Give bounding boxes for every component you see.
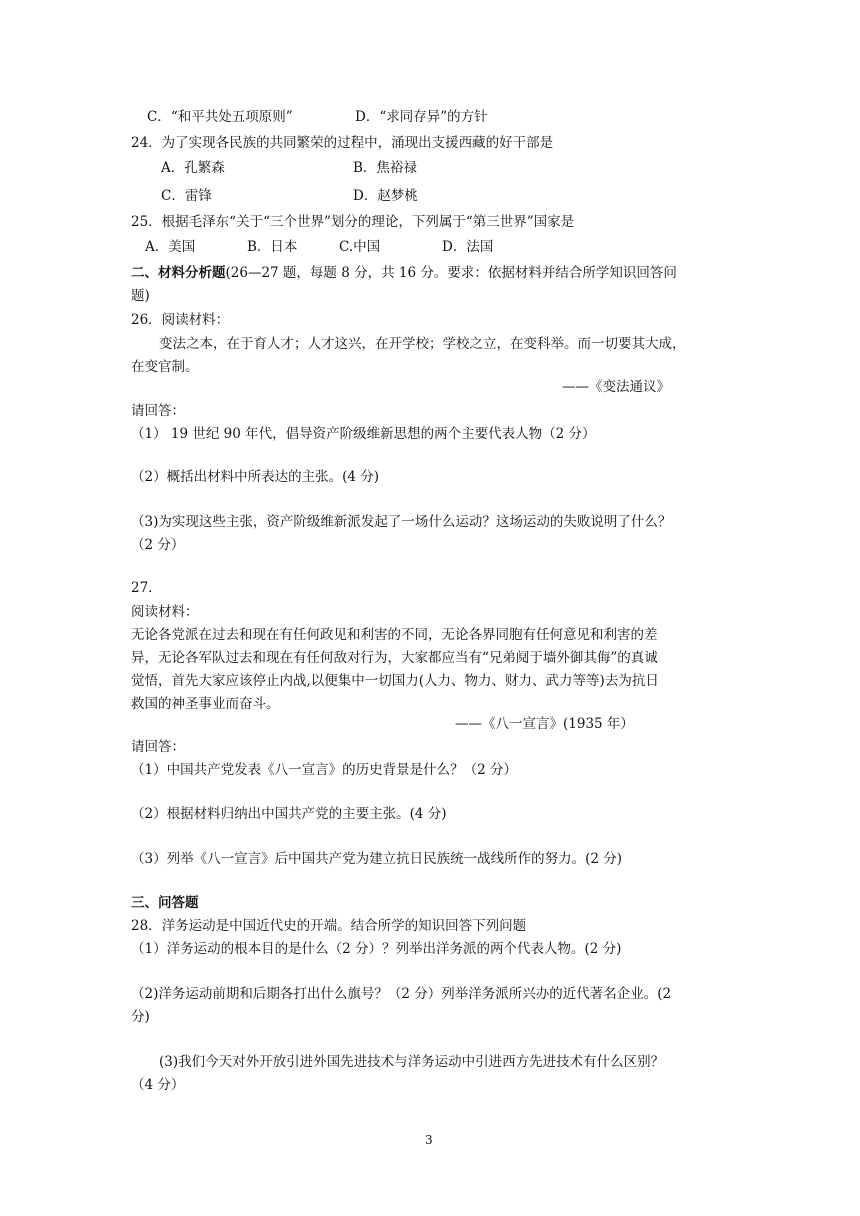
q27-sub-question-1: （1）中国共产党发表《八一宣言》的历史背景是什么？（2 分） [131,762,517,778]
q26-sub-question-3-cont: （2 分） [131,537,185,553]
q28-sub-question-2: （2)洋务运动前期和后期各打出什么旗号？（2 分）列举洋务派所兴办的近代著名企业。(2 [131,986,672,1002]
q26-material-line-2: 在变官制。 [131,359,199,375]
q24-stem: 24．为了实现各民族的共同繁荣的过程中，涌现出支援西藏的好干部是 [131,135,554,151]
q23-option-c: C．“和平共处五项原则” [147,109,293,125]
q27-material-line-3: 觉悟，首先大家应该停止内战,以便集中一切国力(人力、物力、财力、武力等等)去为抗日 [131,673,659,689]
q25-option-row [145,237,493,257]
q24-option-b: B．焦裕禄 [353,160,417,176]
q28-stem: 28．洋务运动是中国近代史的开端。结合所学的知识回答下列问题 [131,918,527,934]
q24-option-c: C．雷锋 [161,188,212,204]
q27-material-line-1: 无论各党派在过去和现在有任何政见和利害的不同，无论各界同胞有任何意见和利害的差 [131,627,658,643]
q25-option-b: B．日本 [247,239,298,255]
section2-heading-line [131,263,677,283]
q25-option-d: D．法国 [442,239,494,255]
q26-sub-question-3: （3)为实现这些主张，资产阶级维新派发起了一场什么运动？这场运动的失败说明了什么？ [131,514,672,530]
q28-sub-question-1: （1）洋务运动的根本目的是什么（2 分）？列举出洋务派的两个代表人物。(2 分) [131,941,622,957]
q25-stem: 25．根据毛泽东“关于“三个世界”划分的理论，下列属于“第三世界”国家是 [131,214,575,230]
q27-material-line-4: 救国的神圣事业而奋斗。 [131,696,280,712]
q27-label: 阅读材料： [131,604,199,620]
page-number: 3 [425,1133,433,1147]
q24-option-row-1 [161,158,417,178]
q28-sub-question-3: (3)我们今天对外开放引进外国先进技术与洋务运动中引进西方先进技术有什么区别？ [159,1054,665,1070]
q26-label: 26．阅读材料： [131,312,230,328]
q26-sub-question-1: （1） 19 世纪 90 年代，倡导资产阶级维新思想的两个主要代表人物（2 分） [131,426,596,442]
q27-number: 27. [131,580,153,596]
q28-sub-question-3-cont: （4 分） [131,1077,185,1093]
q26-source: ——《变法通议》 [562,379,670,395]
q26-material-line-1: 变法之本，在于育人才；人才这兴，在开学校；学校之立，在变科举。而一切要其大成， [159,336,686,352]
q24-option-row-2 [161,186,418,206]
q26-prompt: 请回答： [131,403,185,419]
q24-option-a: A．孔繁森 [161,160,225,176]
q27-sub-question-3: （3）列举《八一宣言》后中国共产党为建立抗日民族统一战线所作的努力。(2 分) [131,851,623,867]
q27-material-line-2: 异，无论各军队过去和现在有任何敌对行为，大家都应当有“兄弟阋于墙外御其侮”的真诚 [131,650,658,666]
section2-heading: 二、材料分析题 [131,265,226,281]
section3-heading: 三、问答题 [131,895,199,911]
section2-instructions: (26—27 题，每题 8 分，共 16 分。要求：依据材料并结合所学知识回答问 [225,265,677,281]
q27-source: ——《八一宣言》(1935 年） [455,716,634,732]
section2-instructions-cont: 题) [131,288,150,304]
q23-option-row [147,107,488,127]
q28-sub-question-2-cont: 分) [131,1009,150,1025]
q25-option-c: C.中国 [339,239,381,255]
q27-sub-question-2: （2）根据材料归纳出中国共产党的主要主张。(4 分) [131,806,447,822]
q25-option-a: A．美国 [145,239,196,255]
q27-prompt: 请回答： [131,739,185,755]
q26-sub-question-2: （2）概括出材料中所表达的主张。(4 分) [131,469,380,485]
q23-option-d: D．“求同存异”的方针 [355,109,488,125]
q24-option-d: D．赵梦桃 [353,188,418,204]
